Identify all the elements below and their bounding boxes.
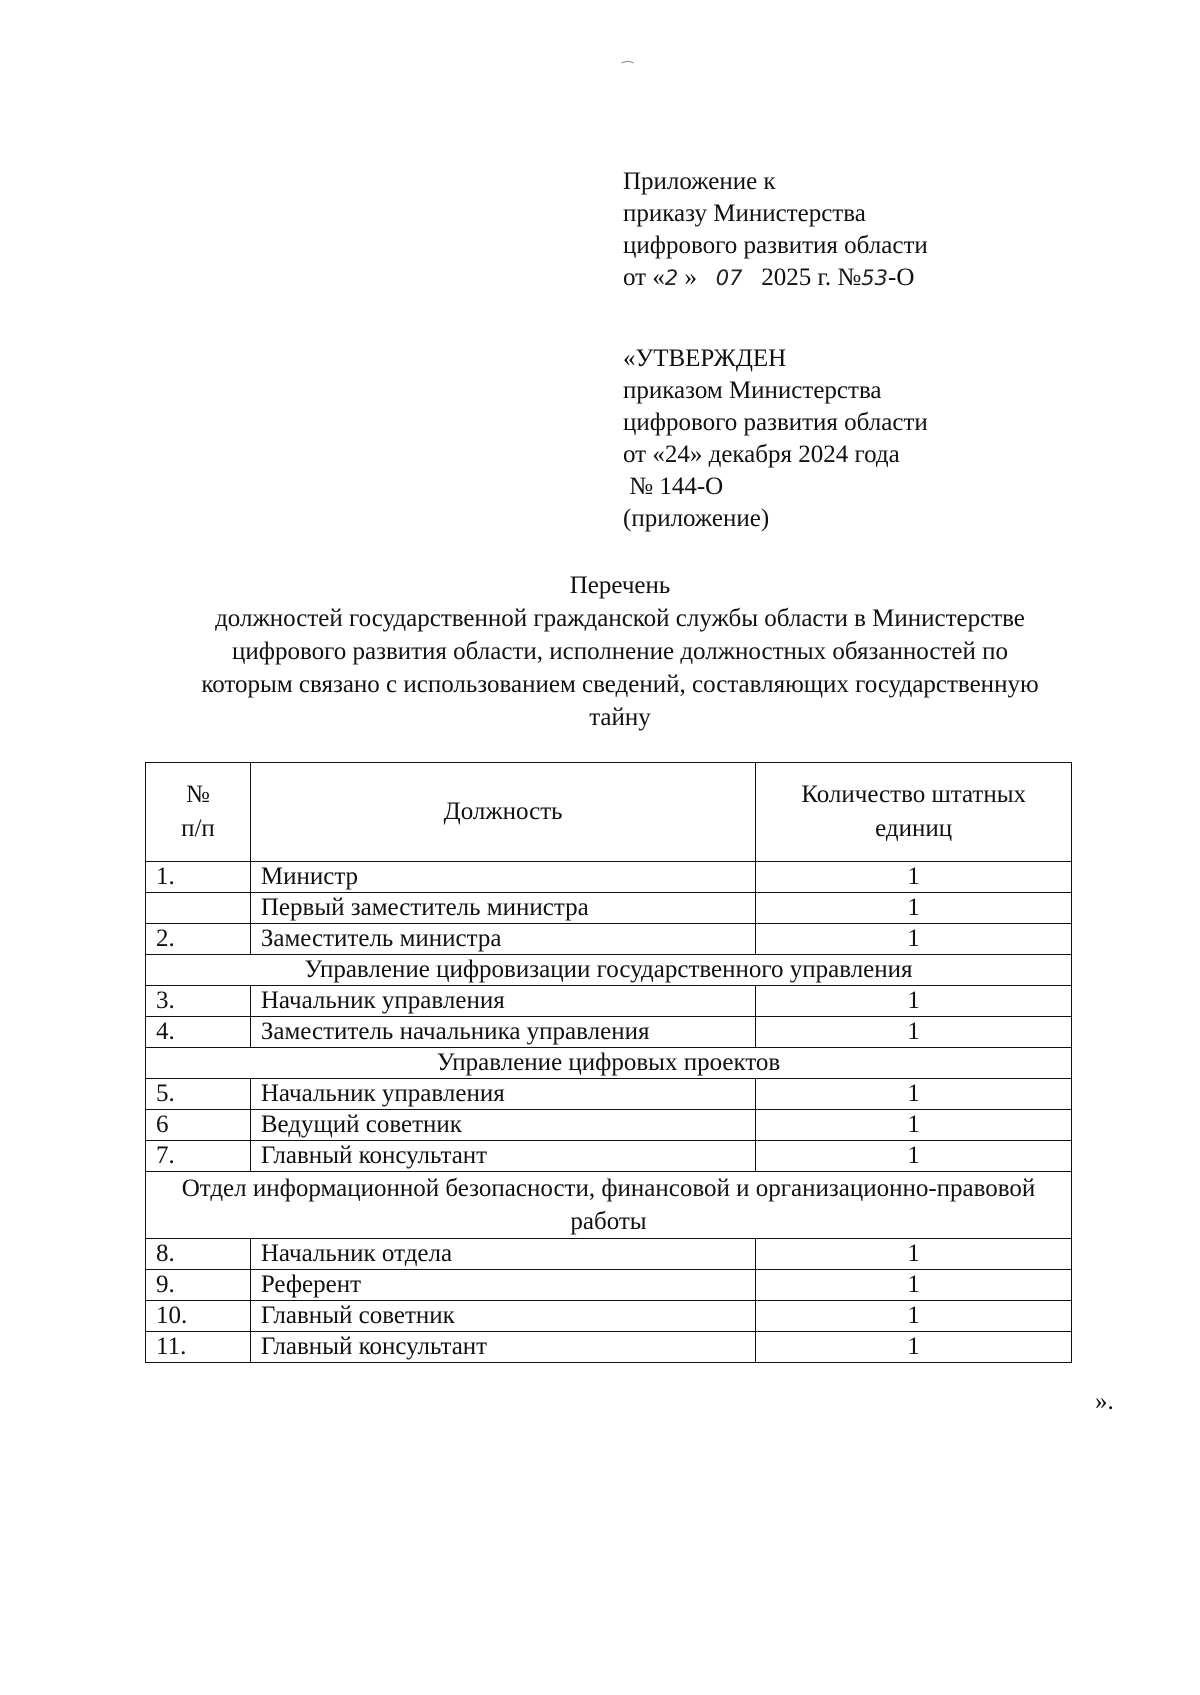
header-number-pp: п/п	[181, 815, 215, 842]
row-position: Главный консультант	[250, 1141, 755, 1172]
appendix-line-2: приказу Министерства	[623, 200, 866, 227]
section-row	[146, 1172, 1072, 1239]
approved-line-4: от «24» декабря 2024 года	[623, 441, 900, 468]
table-body	[146, 862, 1072, 1363]
header-number	[146, 763, 251, 862]
title-line-1: Перечень	[569, 572, 671, 599]
document-title	[140, 569, 1100, 734]
appendix-date-line	[623, 262, 1043, 294]
closing-quote: ».	[1095, 1388, 1114, 1415]
header-number-symbol: №	[186, 781, 210, 808]
row-number: 6	[146, 1110, 251, 1141]
row-number: 3.	[146, 986, 251, 1017]
handwritten-order-number: 53	[861, 266, 888, 290]
table-row	[146, 1017, 1072, 1048]
date-year: 2025 г. №	[761, 264, 862, 291]
row-number: 8.	[146, 1239, 251, 1270]
row-count: 1	[756, 1141, 1072, 1172]
header-position: Должность	[250, 763, 755, 862]
date-suffix: -О	[888, 264, 915, 291]
row-count: 1	[756, 1110, 1072, 1141]
row-position: Ведущий советник	[250, 1110, 755, 1141]
row-count: 1	[756, 1239, 1072, 1270]
row-position: Заместитель начальника управления	[250, 1017, 755, 1048]
row-position: Начальник отдела	[250, 1239, 755, 1270]
table-row	[146, 1270, 1072, 1301]
section-title: Управление цифровых проектов	[146, 1048, 1072, 1079]
row-position: Заместитель министра	[250, 924, 755, 955]
section-row	[146, 955, 1072, 986]
row-position: Главный советник	[250, 1301, 755, 1332]
table-row	[146, 1110, 1072, 1141]
date-mid: »	[684, 264, 697, 291]
row-count: 1	[756, 1332, 1072, 1363]
table-row	[146, 1239, 1072, 1270]
approved-line-5: № 144-О	[623, 473, 724, 500]
row-position: Главный консультант	[250, 1332, 755, 1363]
row-number: 10.	[146, 1301, 251, 1332]
row-number: 9.	[146, 1270, 251, 1301]
title-line-4: которым связано с использованием сведений, составляющих государственную	[201, 671, 1039, 698]
table-row	[146, 1301, 1072, 1332]
row-count: 1	[756, 1270, 1072, 1301]
row-number: 2.	[146, 924, 251, 955]
section-title: Управление цифровизации государственного управления	[146, 955, 1072, 986]
table-header-row	[146, 763, 1072, 862]
row-number: 5.	[146, 1079, 251, 1110]
table-row	[146, 893, 1072, 924]
approved-line-1: «УТВЕРЖДЕН	[623, 345, 787, 372]
row-number: 11.	[146, 1332, 251, 1363]
date-prefix: от «	[623, 264, 665, 291]
row-number: 4.	[146, 1017, 251, 1048]
title-line-5: тайну	[589, 704, 651, 731]
row-position: Министр	[250, 862, 755, 893]
row-position: Начальник управления	[250, 986, 755, 1017]
row-number: 1.	[146, 862, 251, 893]
row-count: 1	[756, 1017, 1072, 1048]
approved-line-3: цифрового развития области	[623, 409, 928, 436]
row-number: 7.	[146, 1141, 251, 1172]
table-row	[146, 1141, 1072, 1172]
table-row	[146, 986, 1072, 1017]
approved-block	[623, 343, 1043, 535]
row-count: 1	[756, 893, 1072, 924]
row-count: 1	[756, 1301, 1072, 1332]
appendix-line-1: Приложение к	[623, 168, 776, 195]
table-row	[146, 862, 1072, 893]
row-position: Референт	[250, 1270, 755, 1301]
appendix-header	[623, 166, 1043, 294]
scan-artifact-mark: ⁀	[622, 63, 634, 78]
row-count: 1	[756, 924, 1072, 955]
table-row	[146, 924, 1072, 955]
table-row	[146, 1079, 1072, 1110]
row-position: Первый заместитель министра	[250, 893, 755, 924]
positions-table	[145, 762, 1072, 1363]
title-line-3: цифрового развития области, исполнение должностных обязанностей по	[232, 638, 1008, 665]
row-count: 1	[756, 862, 1072, 893]
row-count: 1	[756, 1079, 1072, 1110]
section-title: Отдел информационной безопасности, финансовой и организационно-правовой работы	[146, 1172, 1072, 1239]
header-count: Количество штатных единиц	[756, 763, 1072, 862]
handwritten-day: 2	[664, 266, 679, 290]
table-row	[146, 1332, 1072, 1363]
row-count: 1	[756, 986, 1072, 1017]
appendix-line-3: цифрового развития области	[623, 232, 928, 259]
approved-line-2: приказом Министерства	[623, 377, 882, 404]
row-position: Начальник управления	[250, 1079, 755, 1110]
row-number	[146, 893, 251, 924]
approved-line-6: (приложение)	[623, 505, 770, 532]
section-row	[146, 1048, 1072, 1079]
handwritten-month: 07	[715, 266, 743, 290]
title-line-2: должностей государственной гражданской службы области в Министерстве	[215, 605, 1025, 632]
